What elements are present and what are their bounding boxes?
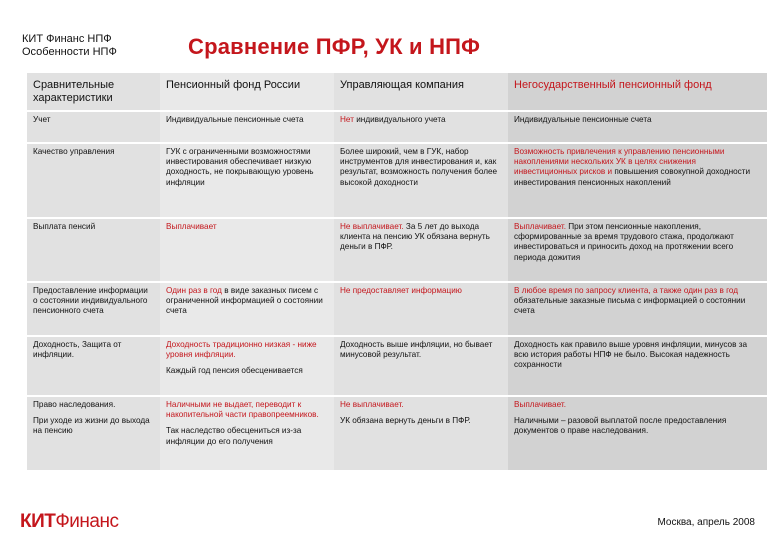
comparison-table [27,71,767,472]
text: индивидуального учета [353,115,446,124]
row-feature: Качество управления [27,144,160,217]
highlight: В любое время по запросу клиента, а также один раз в год [514,286,739,295]
table-row [27,144,767,217]
highlight: Не выплачивает. [340,400,404,409]
text: Наличными – разовой выплатой после предоставления документов о праве наследования. [514,416,727,436]
row-npf: Доходность как правило выше уровня инфляции, минусов за всю история работы НПФ не было. Высокая надежность сохранности [508,337,767,395]
page-subtitle: Особенности НПФ [22,46,117,58]
highlight: Выплачивает [166,222,217,231]
table-row [27,397,767,470]
highlight: Нет [340,115,354,124]
col-header-pfr: Пенсионный фонд России [160,73,334,110]
text: обязательные заказные письма с информацией о состоянии счета [514,296,746,316]
highlight: Выплачивает. [514,222,566,231]
row-uk: Более широкий, чем в ГУК, набор инструментов для инвестирования и, как результат, возможность получения более высокой доходности [334,144,508,217]
row-npf: Индивидуальные пенсионные счета [508,112,767,142]
company-logo [20,511,118,533]
row-uk: Доходность выше инфляции, но бывает минусовой результат. [334,337,508,395]
row-npf [508,144,767,217]
col-header-feature: Сравнительные характеристики [27,73,160,110]
row-feature [27,397,160,470]
row-feature: Доходность, Защита от инфляции. [27,337,160,395]
highlight: Не предоставляет информацию [340,286,462,295]
highlight: Наличными не выдает, переводит к накопительной части правопреемников. [166,400,319,420]
col-header-npf: Негосударственный пенсионный фонд [508,73,767,110]
page-title: Сравнение ПФР, УК и НПФ [188,34,481,59]
text: Право наследования. [33,400,116,409]
row-feature: Выплата пенсий [27,219,160,281]
text: Каждый год пенсия обесценивается [166,366,303,376]
footer-date: Москва, апрель 2008 [657,517,755,528]
row-pfr [160,219,334,281]
text: в виде заказных писем с ограниченной информацией о состоянии счета [166,286,323,316]
text: Так наследство обесцениться из-за инфляции до его получения [166,426,302,446]
row-feature: Предоставление информации о состоянии индивидуального пенсионного счета [27,283,160,335]
table-row [27,112,767,142]
table-header-row [27,73,767,110]
table-row [27,219,767,281]
row-uk [334,112,508,142]
text: При этом пенсионные накопления, сформированные за время трудового стажа, продолжают инвестироваться и приносить доход на протяжении всего периода дожития [514,222,734,262]
row-pfr [160,283,334,335]
logo-brand: КИТ [20,511,56,532]
row-pfr: Индивидуальные пенсионные счета [160,112,334,142]
table-row [27,283,767,335]
text: При уходе из жизни до выхода на пенсию [33,416,150,436]
row-npf [508,283,767,335]
row-uk [334,397,508,470]
row-pfr: ГУК с ограниченными возможностями инвестирования обеспечивает низкую доходность, не покрывающую уровень инфляции [160,144,334,217]
logo-rest: Финанс [55,511,119,532]
row-pfr [160,397,334,470]
text: За 5 лет до выхода клиента на пенсию УК обязана вернуть деньги в ПФР. [340,222,490,252]
table-row [27,337,767,395]
col-header-uk: Управляющая компания [334,73,508,110]
highlight: Выплачивает. [514,400,566,409]
row-pfr [160,337,334,395]
text: УК обязана вернуть деньги в ПФР. [340,416,471,426]
text: повышения совокупной доходности инвестирования пенсионных накоплений [514,167,751,187]
highlight: Возможность привлечения к управлению пенсионными накоплениями нескольких УК в целях снижения инвестиционных рисков и [514,147,725,177]
highlight: Доходность традиционно низкая - ниже уровня инфляции. [166,340,317,360]
row-feature: Учет [27,112,160,142]
highlight: Не выплачивает. [340,222,404,231]
company-name: КИТ Финанс НПФ [22,33,112,45]
header-left [22,33,117,59]
row-uk [334,283,508,335]
row-npf [508,219,767,281]
highlight: Один раз в год [166,286,222,295]
row-uk [334,219,508,281]
row-npf [508,397,767,470]
